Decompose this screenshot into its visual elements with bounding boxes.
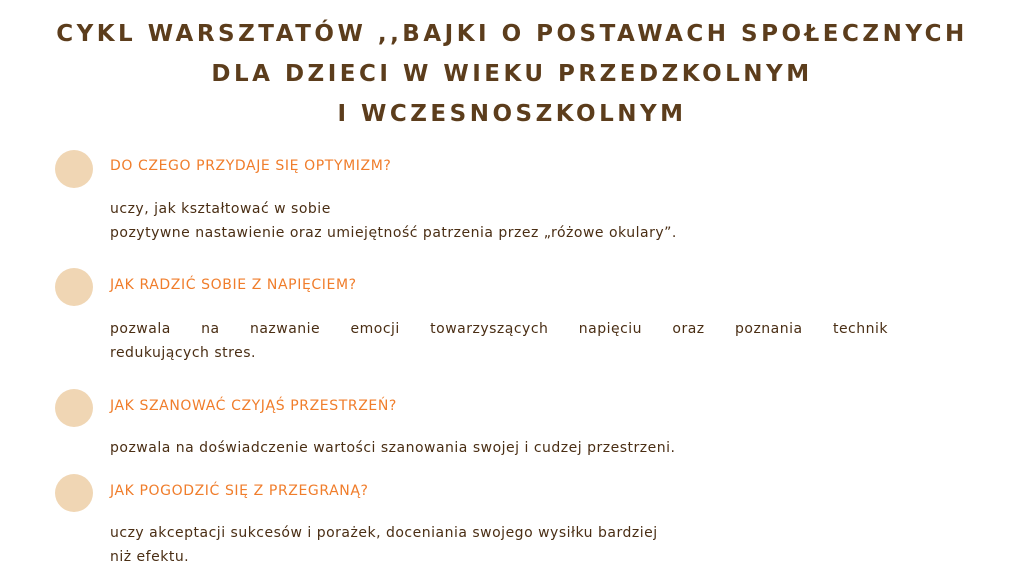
- bullet-circle-icon: [55, 268, 93, 306]
- section-body-line: pozytywne nastawienie oraz umiejętność patrzenia przez „różowe okulary”.: [110, 225, 677, 241]
- section-body: [110, 197, 677, 245]
- title-line-1: CYKL WARSZTATÓW ,,BAJKI O POSTAWACH SPOŁECZNYCH: [56, 21, 968, 47]
- page-title: [0, 14, 1024, 134]
- title-line-3: I WCZESNOSZKOLNYM: [337, 101, 687, 127]
- section-body-line: pozwala na nazwanie emocji towarzyszących napięciu oraz poznania technik: [110, 321, 888, 337]
- section-heading: JAK SZANOWAĆ CZYJĄŚ PRZESTRZEŃ?: [110, 398, 397, 414]
- section-body-line: uczy akceptacji sukcesów i porażek, doceniania swojego wysiłku bardziej: [110, 525, 658, 541]
- section-body-line: niż efektu.: [110, 549, 190, 565]
- section-body-line: redukujących stres.: [110, 345, 256, 361]
- section-body: [110, 521, 658, 569]
- section-body: [110, 436, 675, 460]
- section-heading: JAK RADZIĆ SOBIE Z NAPIĘCIEM?: [110, 277, 357, 293]
- bullet-circle-icon: [55, 474, 93, 512]
- title-line-2: DLA DZIECI W WIEKU PRZEDZKOLNYM: [211, 61, 813, 87]
- bullet-circle-icon: [55, 150, 93, 188]
- bullet-circle-icon: [55, 389, 93, 427]
- section-heading: DO CZEGO PRZYDAJE SIĘ OPTYMIZM?: [110, 158, 392, 174]
- section-body-line: uczy, jak kształtować w sobie: [110, 201, 331, 217]
- section-body: [110, 317, 888, 365]
- section-heading: JAK POGODZIĆ SIĘ Z PRZEGRANĄ?: [110, 483, 369, 499]
- section-body-line: pozwala na doświadczenie wartości szanowania swojej i cudzej przestrzeni.: [110, 440, 676, 456]
